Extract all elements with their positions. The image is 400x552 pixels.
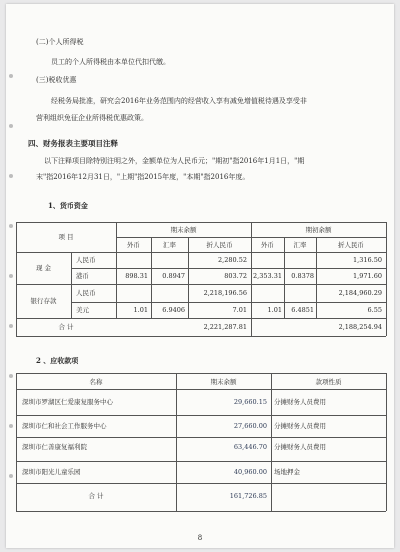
cash-row-currency: 美元 xyxy=(76,306,89,314)
page-number: 8 xyxy=(197,534,203,542)
binding-hole xyxy=(9,474,13,478)
recv-total-label: 合 计 xyxy=(88,492,104,500)
cash-label: 现 金 xyxy=(35,264,52,272)
recv-row-amount: 63,446.70 xyxy=(233,443,267,451)
recv-row-nature: 分摊财务人员费用 xyxy=(274,443,326,451)
cash-total-begin: 2,188,254.94 xyxy=(338,323,382,331)
cash-row-beg-rmb: 1,316.50 xyxy=(353,256,382,264)
notes-line-2: 末"指2016年12月31日，"上期"指2015年度，"本期"指2016年度。 xyxy=(36,173,250,181)
bank-deposit-label: 银行存款 xyxy=(30,297,57,305)
cash-sub-fc-begin: 外币 xyxy=(261,241,274,249)
cash-row-end-rmb: 803.72 xyxy=(224,272,247,280)
recv-row-nature: 分摊财务人员费用 xyxy=(274,422,326,430)
cash-row-end-rmb: 2,218,196.56 xyxy=(203,289,247,297)
binding-hole xyxy=(9,324,13,328)
recv-row-amount: 29,660.15 xyxy=(233,398,267,406)
binding-hole xyxy=(9,274,13,278)
personal-tax-text: 员工的个人所得税由本单位代扣代缴。 xyxy=(51,58,170,66)
binding-holes xyxy=(9,14,13,544)
binding-hole xyxy=(9,424,13,428)
recv-row-name: 深圳市阳光儿童乐园 xyxy=(22,468,81,476)
cash-total-label: 合 计 xyxy=(58,323,74,331)
recv-head-nature: 款项性质 xyxy=(315,378,342,386)
cash-sub-fc-end: 外币 xyxy=(127,241,140,249)
cash-head-item: 项 目 xyxy=(58,233,74,241)
recv-head-amount: 期末余额 xyxy=(210,378,237,386)
binding-hole xyxy=(9,74,13,78)
recv-row-amount: 40,960.00 xyxy=(233,468,267,476)
receivables-table xyxy=(16,373,386,511)
recv-row-name: 深圳市罗湖区仁爱康复服务中心 xyxy=(22,398,113,406)
cash-row-beg-fc: 1.01 xyxy=(267,306,282,314)
cash-head-end: 期末余额 xyxy=(170,226,197,234)
cash-row-end-rmb: 2,280.52 xyxy=(218,256,247,264)
notes-line-1: 以下注释项目除特别注明之外，金额单位为人民币元；"期初"指2016年1月1日，"期 xyxy=(44,157,305,165)
cash-row-beg-rmb: 6.55 xyxy=(367,306,382,314)
cash-row-end-fc: 1.01 xyxy=(133,306,148,314)
cash-sub-rate-begin: 汇率 xyxy=(293,241,307,249)
binding-hole xyxy=(9,174,13,178)
recv-row-nature: 分摊财务人员费用 xyxy=(274,398,326,406)
cash-row-end-rate: 6.9406 xyxy=(162,306,185,314)
cash-row-currency: 人民币 xyxy=(76,256,96,264)
personal-tax-heading: (二)个人所得税 xyxy=(36,38,84,46)
cash-row-beg-rmb: 1,971.60 xyxy=(353,272,382,280)
recv-row-name: 深圳市仁和社会工作服务中心 xyxy=(22,422,107,430)
tax-preference-line-2: 营利组织免征企业所得税优惠政策。 xyxy=(36,114,148,122)
notes-heading: 四、财务报表主要项目注释 xyxy=(28,139,118,148)
cash-row-beg-rate: 0.8378 xyxy=(291,272,314,280)
binding-hole xyxy=(9,124,13,128)
binding-hole xyxy=(9,374,13,378)
cash-table-title: 1、货币资金 xyxy=(48,201,88,210)
cash-total-end: 2,221,287.81 xyxy=(203,323,247,331)
binding-hole xyxy=(9,224,13,228)
recv-total-amount: 161,726.85 xyxy=(229,492,267,500)
cash-table xyxy=(16,222,386,336)
cash-row-beg-fc: 2,353.31 xyxy=(253,272,282,280)
cash-sub-rate-end: 汇率 xyxy=(163,241,176,249)
tax-preference-line-1: 经税务局批准，研究会2016年业务范围内的经营收入享有减免增值税待遇及享受非 xyxy=(51,97,307,105)
recv-row-amount: 27,660.00 xyxy=(233,422,267,430)
recv-row-name: 深圳市仁善康复福利院 xyxy=(22,443,87,451)
receivables-table-title: 2 、应收款项 xyxy=(36,356,79,365)
tax-preference-heading: (三)税收优惠 xyxy=(36,76,77,84)
cash-row-end-rmb: 7.01 xyxy=(232,306,247,314)
cash-head-begin: 期初余额 xyxy=(305,226,332,234)
document-page xyxy=(6,4,394,548)
cash-row-end-fc: 898.31 xyxy=(125,272,148,280)
cash-row-beg-rate: 6.4851 xyxy=(291,306,314,314)
cash-sub-rmb-end: 折人民币 xyxy=(206,241,233,249)
cash-row-end-rate: 0.8947 xyxy=(162,272,185,280)
cash-sub-rmb-begin: 折人民币 xyxy=(338,241,364,249)
recv-head-name: 名称 xyxy=(89,378,103,386)
recv-row-nature: 场地押金 xyxy=(274,468,300,476)
cash-row-currency: 人民币 xyxy=(76,289,96,297)
cash-row-beg-rmb: 2,184,960.29 xyxy=(338,289,382,297)
cash-row-currency: 港币 xyxy=(76,272,89,280)
